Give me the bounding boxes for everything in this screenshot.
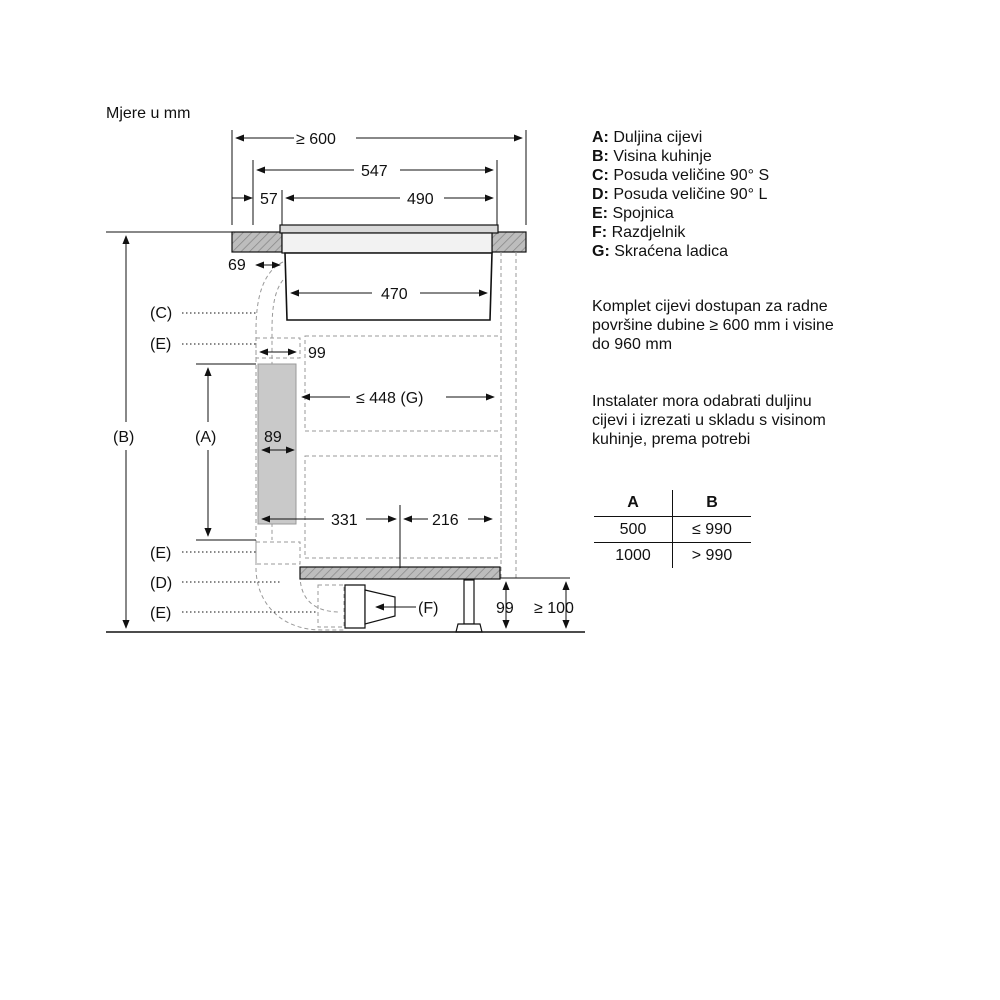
- length-height-table: [594, 490, 751, 568]
- legend-item: B: Visina kuhinje: [592, 148, 712, 165]
- callout-c: (C): [150, 305, 173, 322]
- worktop-left: [232, 232, 282, 252]
- dim-hob-width: 547: [361, 163, 388, 180]
- connector-bottom: [256, 542, 300, 564]
- callout-f: (F): [418, 600, 439, 617]
- table-row: 1000 > 990: [594, 543, 751, 569]
- units-label: Mjere u mm: [106, 105, 191, 122]
- dim-right-depth: 216: [432, 512, 459, 529]
- hob-glass: [280, 225, 498, 233]
- dim-left-depth: 331: [331, 512, 358, 529]
- dim-duct-width: 89: [264, 429, 282, 446]
- callout-a: (A): [195, 429, 217, 446]
- dim-drawer-depth: ≤ 448 (G): [356, 390, 424, 407]
- leg-foot: [456, 624, 482, 632]
- callout-e-mid: (E): [150, 545, 172, 562]
- cabinet-leg: [464, 580, 474, 624]
- table-row: 500 ≤ 990: [594, 517, 751, 543]
- legend-item: D: Posuda veličine 90° L: [592, 186, 768, 203]
- legend-item: A: Duljina cijevi: [592, 129, 703, 146]
- dim-left-offset: 57: [260, 191, 278, 208]
- callout-d: (D): [150, 575, 173, 592]
- dim-connector-width: 99: [308, 345, 326, 362]
- legend-item: G: Skraćena ladica: [592, 243, 729, 260]
- legend-item: F: Razdjelnik: [592, 224, 686, 241]
- drawer-top: [305, 336, 501, 431]
- callout-b: (B): [113, 429, 135, 446]
- connector-top: [256, 338, 300, 358]
- callout-e-top: (E): [150, 336, 172, 353]
- cabinet-outline: [501, 252, 516, 580]
- dim-overall-width: ≥ 600: [296, 131, 336, 148]
- table-header-a: A: [627, 494, 639, 511]
- connector-lower: [318, 585, 344, 627]
- dim-cutout-width: 490: [407, 191, 434, 208]
- note-installer: Instalater mora odabrati duljinu cijevi i izrezati u skladu s visinom kuhinje, prema potrebi: [592, 393, 826, 448]
- table-header-b: B: [673, 490, 752, 517]
- dim-duct-offset: 69: [228, 257, 246, 274]
- dim-plinth-height: 99: [496, 600, 514, 617]
- callout-e-bottom: (E): [150, 605, 172, 622]
- note-kit-availability: Komplet cijevi dostupan za radne površine dubine ≥ 600 mm i visine do 960 mm: [592, 298, 834, 353]
- plinth-board: [300, 567, 500, 579]
- worktop-right: [492, 232, 526, 252]
- hob-body: [282, 233, 492, 253]
- legend: [592, 128, 769, 261]
- dim-plinth-min: ≥ 100: [534, 600, 574, 617]
- distributor: [345, 585, 365, 628]
- drawer-bottom: [305, 456, 501, 558]
- legend-item: C: Posuda veličine 90° S: [592, 167, 770, 184]
- legend-item: E: Spojnica: [592, 205, 674, 222]
- dim-unit-width: 470: [381, 286, 408, 303]
